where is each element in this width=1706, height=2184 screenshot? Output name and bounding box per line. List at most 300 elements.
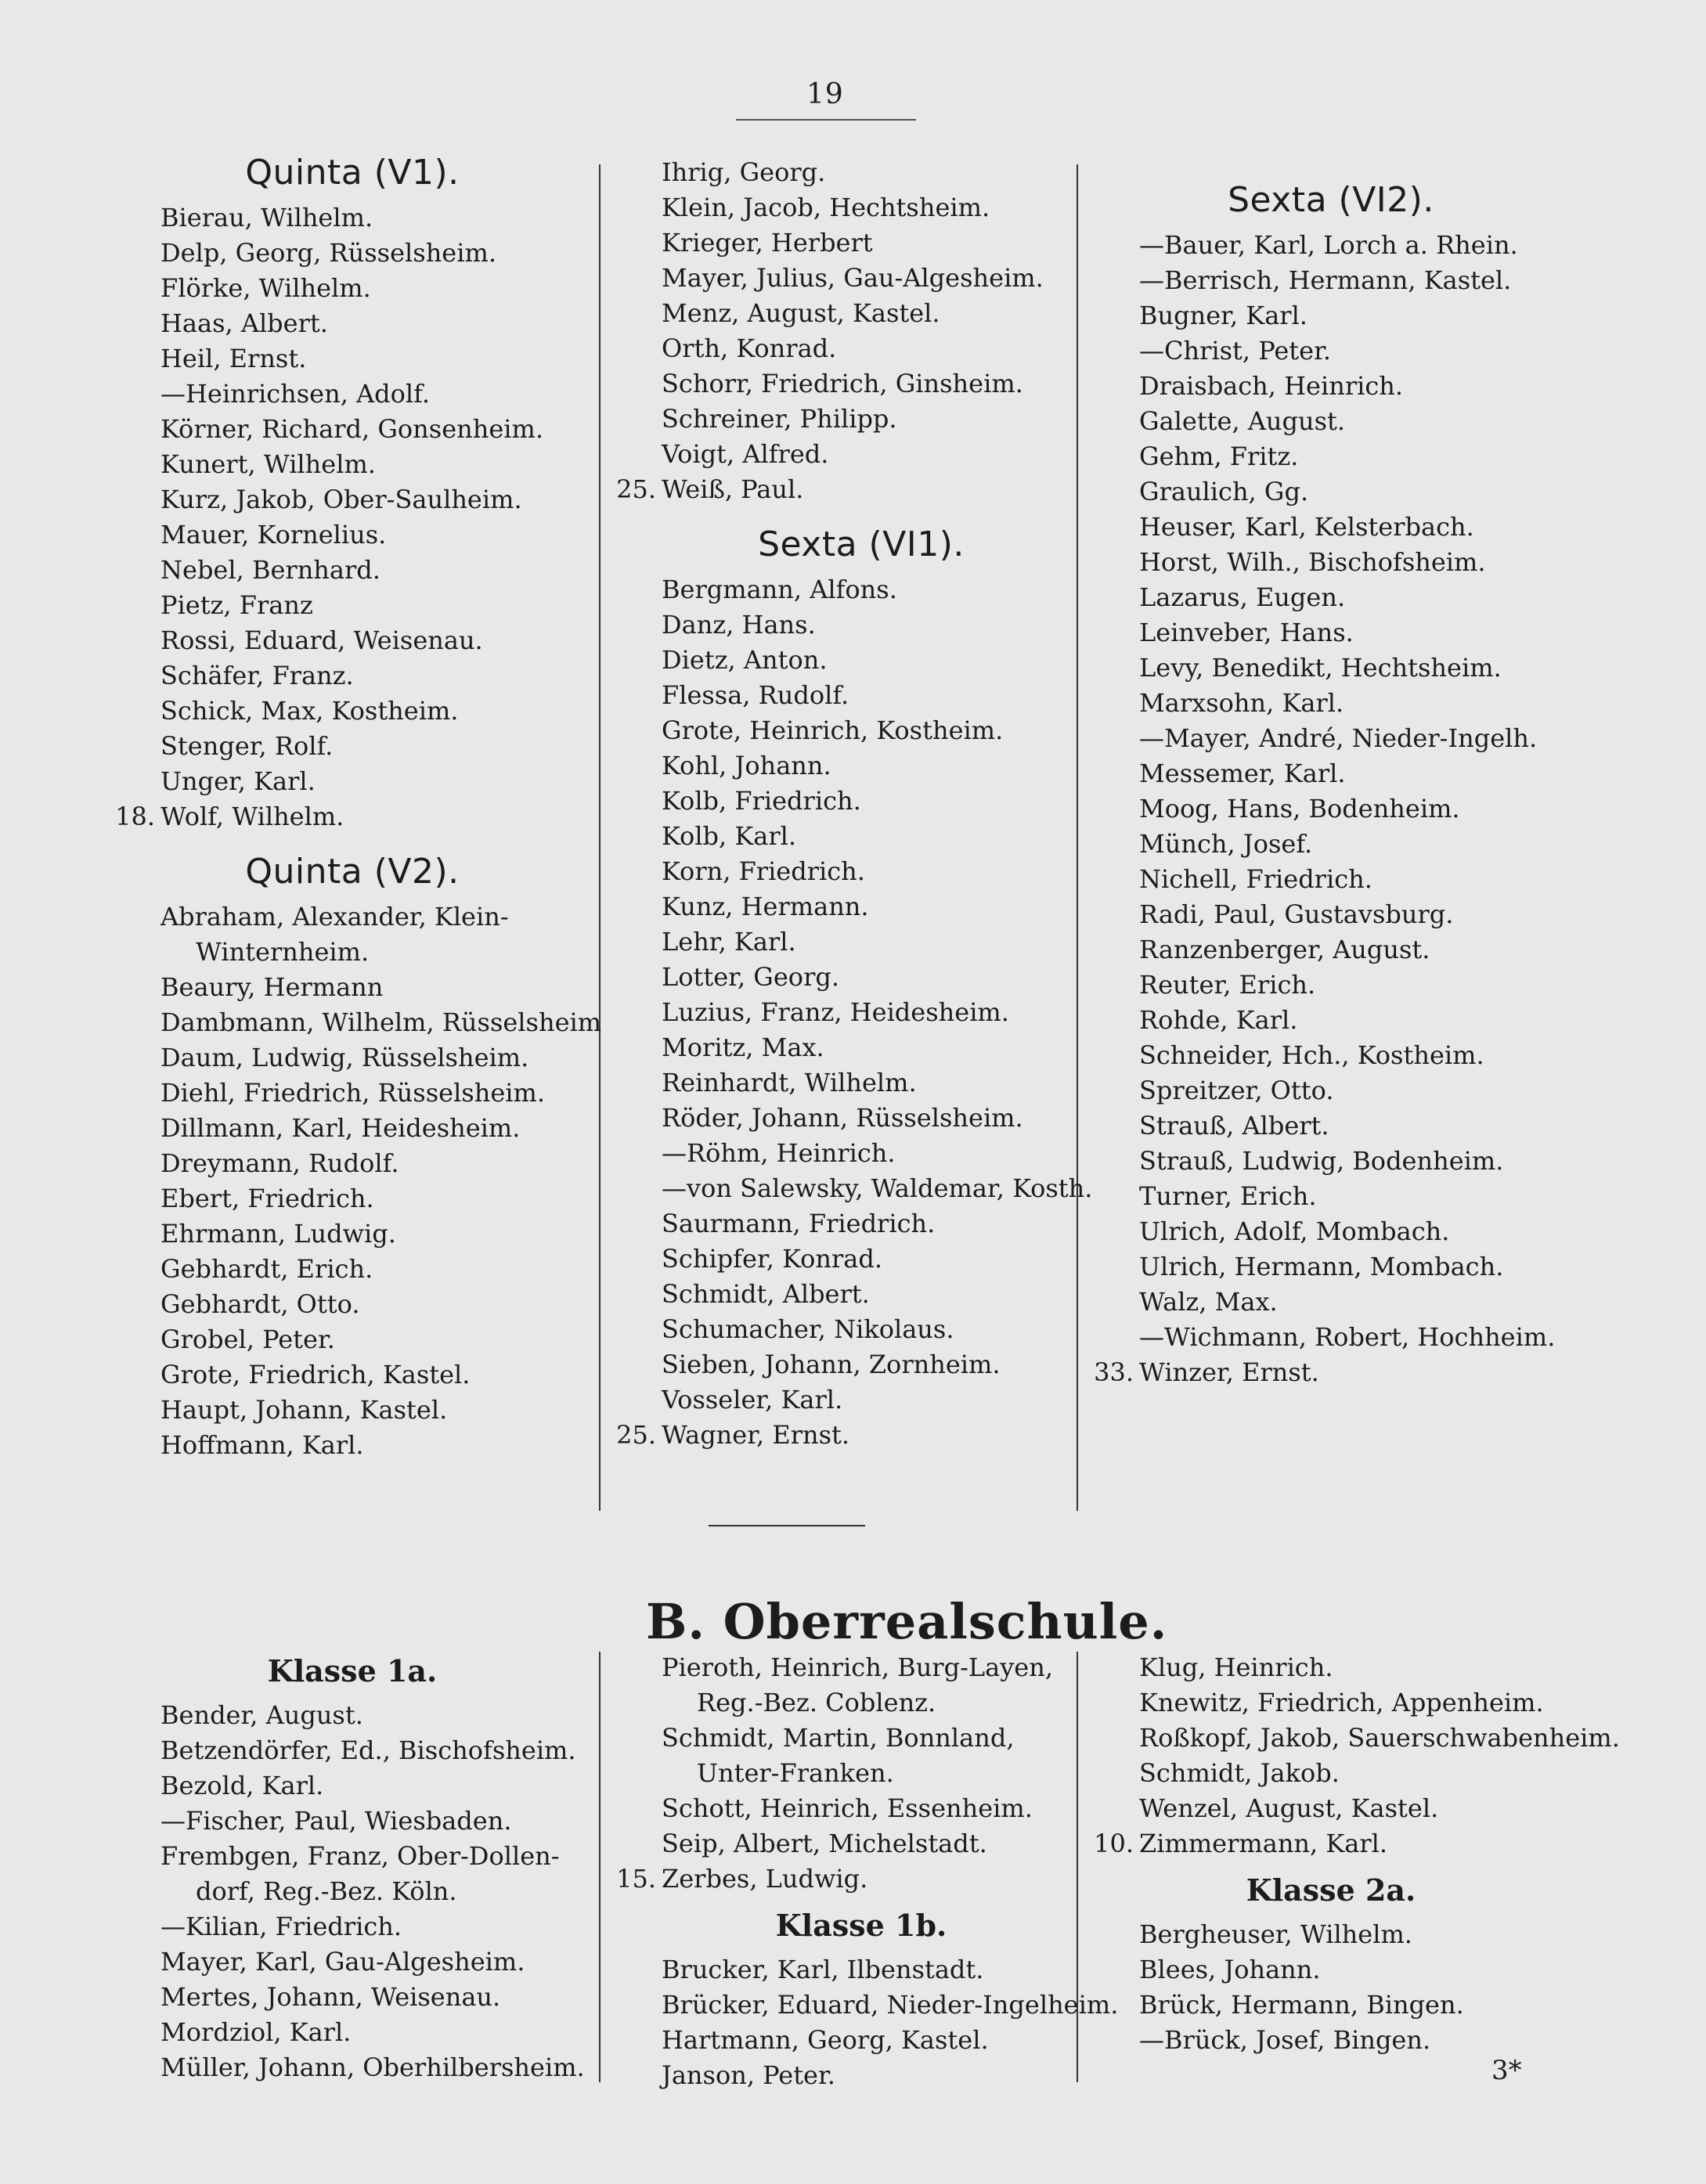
entry-text: Roßkopf, Jakob, Sauerschwabenheim. <box>1139 1723 1620 1753</box>
entry-text: Schneider, Hch., Kostheim. <box>1139 1040 1484 1070</box>
list-item <box>611 1242 1112 1277</box>
entry-text: Nebel, Bernhard. <box>161 555 381 585</box>
entry-text: Radi, Paul, Gustavsburg. <box>1139 899 1454 929</box>
list-item <box>1088 686 1574 721</box>
entry-text: Korn, Friedrich. <box>662 856 865 886</box>
section-title-oberrealschule: B. Oberrealschule. <box>646 1593 1168 1650</box>
list-item <box>611 1347 1112 1382</box>
list-item <box>110 970 595 1005</box>
list-item <box>110 271 595 306</box>
entry-text: Spreitzer, Otto. <box>1139 1076 1334 1105</box>
list-klasse-1b-continued <box>1088 1650 1620 1861</box>
entry-text: Gebhardt, Otto. <box>161 1289 360 1319</box>
entry-text: Zimmermann, Karl. <box>1139 1829 1388 1858</box>
entry-text: Flörke, Wilhelm. <box>161 273 371 303</box>
entry-text: Kolb, Karl. <box>662 821 797 851</box>
list-item <box>611 1171 1112 1206</box>
column-1-upper <box>110 153 602 1463</box>
list-item <box>110 2015 595 2050</box>
list-item <box>1088 968 1574 1003</box>
list-item <box>110 1287 595 1322</box>
list-quinta-v1 <box>110 200 595 834</box>
list-item <box>110 2050 595 2085</box>
entry-text: Dreymann, Rudolf. <box>161 1148 399 1178</box>
list-item <box>611 995 1112 1030</box>
entry-text: Betzendörfer, Ed., Bischofsheim. <box>161 1735 576 1765</box>
list-item <box>110 935 595 970</box>
list-item <box>611 1861 1112 1897</box>
list-item <box>611 1756 1112 1791</box>
entry-text: —Kilian, Friedrich. <box>161 1912 402 1941</box>
header-rule <box>736 119 916 121</box>
entry-text: Bergmann, Alfons. <box>662 575 897 604</box>
entry-text: Diehl, Friedrich, Rüsselsheim. <box>161 1078 546 1108</box>
entry-text: Krieger, Herbert <box>662 228 873 258</box>
entry-text: —Wichmann, Robert, Hochheim. <box>1139 1322 1556 1352</box>
list-item <box>611 1277 1112 1312</box>
entry-text: Lazarus, Eugen. <box>1139 582 1346 612</box>
entry-number: 25. <box>616 1420 656 1450</box>
list-item <box>1088 580 1574 615</box>
list-item <box>110 447 595 482</box>
list-item <box>1088 333 1574 369</box>
list-item <box>110 341 595 377</box>
list-item <box>611 607 1112 643</box>
entry-text: Strauß, Ludwig, Bodenheim. <box>1139 1146 1504 1176</box>
list-item <box>1088 897 1574 932</box>
list-item <box>1088 827 1574 862</box>
entry-text: Winzer, Ernst. <box>1139 1357 1319 1387</box>
entry-text: Röder, Johann, Rüsselsheim. <box>662 1103 1023 1133</box>
list-item <box>611 1101 1112 1136</box>
entry-number: 15. <box>616 1864 656 1894</box>
list-item <box>110 1768 595 1804</box>
entry-text: Reg.-Bez. Coblenz. <box>697 1688 936 1717</box>
list-item <box>110 1111 595 1146</box>
list-item <box>611 190 1112 225</box>
list-item <box>1088 1685 1574 1721</box>
entry-text: Kunert, Wilhelm. <box>161 449 376 479</box>
entry-text: Flessa, Rudolf. <box>662 680 849 710</box>
list-item <box>1088 1320 1574 1355</box>
entry-text: Dillmann, Karl, Heidesheim. <box>161 1113 521 1143</box>
entry-text: dorf, Reg.-Bez. Köln. <box>196 1876 457 1906</box>
list-item <box>611 331 1112 366</box>
entry-text: —Röhm, Heinrich. <box>662 1138 896 1168</box>
list-item <box>611 713 1112 748</box>
list-item <box>611 1136 1112 1171</box>
entry-text: Janson, Peter. <box>662 2060 835 2090</box>
column-divider <box>599 1652 601 2082</box>
list-item <box>611 1312 1112 1347</box>
entry-text: Winternheim. <box>196 937 370 967</box>
list-item <box>611 1685 1112 1721</box>
entry-text: Menz, August, Kastel. <box>662 298 940 328</box>
entry-text: —Heinrichsen, Adolf. <box>161 379 431 409</box>
list-item <box>611 678 1112 713</box>
list-item <box>1088 1952 1574 1988</box>
entry-text: Danz, Hans. <box>662 610 816 640</box>
entry-text: Blees, Johann. <box>1139 1955 1321 1984</box>
list-item <box>1088 298 1574 333</box>
list-item <box>110 236 595 271</box>
entry-text: Hartmann, Georg, Kastel. <box>662 2025 989 2055</box>
entry-text: Grote, Heinrich, Kostheim. <box>662 715 1004 745</box>
entry-text: Grote, Friedrich, Kastel. <box>161 1360 471 1389</box>
list-item <box>1088 615 1574 651</box>
list-item <box>611 643 1112 678</box>
entry-text: Bierau, Wilhelm. <box>161 203 373 232</box>
list-item <box>1088 862 1574 897</box>
list-item <box>110 377 595 412</box>
list-item <box>110 1252 595 1287</box>
entry-text: Wolf, Wilhelm. <box>161 802 344 831</box>
page-number: 19 <box>806 78 844 110</box>
entry-text: Nichell, Friedrich. <box>1139 864 1372 894</box>
list-item <box>1088 1108 1574 1144</box>
list-item <box>110 1146 595 1181</box>
heading-klasse-1a: Klasse 1a. <box>267 1653 438 1688</box>
column-3-lower <box>1088 1650 1620 2058</box>
column-3-upper <box>1088 180 1574 1390</box>
entry-text: Marxsohn, Karl. <box>1139 688 1344 718</box>
list-item <box>611 889 1112 924</box>
list-item <box>1088 791 1574 827</box>
entry-text: Schmidt, Martin, Bonnland, <box>662 1723 1015 1753</box>
list-item <box>1088 1917 1574 1952</box>
heading-quinta-v1: Quinta (V1). <box>245 153 460 193</box>
list-item <box>1088 1073 1574 1108</box>
list-item <box>1088 228 1574 263</box>
entry-text: Ulrich, Adolf, Mombach. <box>1139 1216 1450 1246</box>
entry-text: Bezold, Karl. <box>161 1771 324 1800</box>
entry-text: Kurz, Jakob, Ober-Saulheim. <box>161 485 522 514</box>
entry-text: Kunz, Hermann. <box>662 892 869 921</box>
list-item <box>611 784 1112 819</box>
entry-number: 10. <box>1094 1829 1134 1858</box>
list-item <box>611 2023 1112 2058</box>
list-item <box>110 694 595 729</box>
list-item <box>611 1418 1112 1453</box>
list-item <box>611 261 1112 296</box>
list-item <box>110 1216 595 1252</box>
entry-text: Unter-Franken. <box>697 1758 894 1788</box>
list-item <box>611 1382 1112 1418</box>
entry-text: Mertes, Johann, Weisenau. <box>161 1982 501 2012</box>
list-item <box>611 1791 1112 1826</box>
entry-text: Galette, August. <box>1139 406 1346 436</box>
list-item <box>1088 1988 1574 2023</box>
entry-text: Messemer, Karl. <box>1139 759 1346 788</box>
list-item <box>110 517 595 553</box>
heading-quinta-v2: Quinta (V2). <box>245 852 460 892</box>
entry-text: Pietz, Franz <box>161 590 313 620</box>
entry-text: Kolb, Friedrich. <box>662 786 861 816</box>
list-item <box>1088 1144 1574 1179</box>
list-item <box>1088 1756 1574 1791</box>
entry-text: Reinhardt, Wilhelm. <box>662 1068 917 1097</box>
entry-text: Voigt, Alfred. <box>662 439 829 469</box>
entry-text: Frembgen, Franz, Ober-Dollen- <box>161 1841 560 1871</box>
entry-text: Brück, Hermann, Bingen. <box>1139 1990 1464 2020</box>
list-item <box>1088 474 1574 510</box>
list-sexta-vi2 <box>1088 228 1574 1390</box>
list-item <box>611 960 1112 995</box>
heading-sexta-vi1: Sexta (VI1). <box>758 524 965 564</box>
list-item <box>1088 1721 1620 1756</box>
entry-text: Körner, Richard, Gonsenheim. <box>161 414 544 444</box>
entry-text: —Christ, Peter. <box>1139 336 1332 366</box>
list-item <box>1088 932 1574 968</box>
entry-text: Walz, Max. <box>1139 1287 1278 1317</box>
entry-text: Beaury, Hermann <box>161 972 384 1002</box>
entry-text: Daum, Ludwig, Rüsselsheim. <box>161 1043 529 1072</box>
entry-text: Bugner, Karl. <box>1139 301 1307 330</box>
column-divider <box>599 164 601 1511</box>
list-item <box>110 1076 595 1111</box>
entry-text: Schreiner, Philipp. <box>662 404 897 434</box>
list-item <box>110 1040 595 1076</box>
entry-text: Schott, Heinrich, Essenheim. <box>662 1793 1033 1823</box>
entry-text: Wagner, Ernst. <box>662 1420 850 1450</box>
entry-text: Vosseler, Karl. <box>662 1385 843 1415</box>
entry-text: Wenzel, August, Kastel. <box>1139 1793 1439 1823</box>
column-1-lower <box>110 1642 595 2085</box>
list-item <box>1088 1214 1574 1249</box>
entry-text: Abraham, Alexander, Klein- <box>161 902 509 932</box>
entry-text: Schäfer, Franz. <box>161 661 354 690</box>
entry-text: Haas, Albert. <box>161 308 328 338</box>
entry-text: Lotter, Georg. <box>662 962 840 992</box>
entry-text: Gebhardt, Erich. <box>161 1254 373 1284</box>
entry-text: Brucker, Karl, Ilbenstadt. <box>662 1955 984 1984</box>
list-klasse-1a-continued <box>611 1650 1112 1897</box>
entry-text: Klug, Heinrich. <box>1139 1652 1333 1682</box>
list-item <box>110 588 595 623</box>
entry-text: Schorr, Friedrich, Ginsheim. <box>662 369 1023 398</box>
entry-text: Bergheuser, Wilhelm. <box>1139 1919 1412 1949</box>
list-sexta-vi1 <box>611 572 1112 1453</box>
entry-number: 33. <box>1094 1357 1134 1387</box>
entry-text: Ehrmann, Ludwig. <box>161 1219 396 1249</box>
entry-text: Levy, Benedikt, Hechtsheim. <box>1139 653 1502 683</box>
list-item <box>110 729 595 764</box>
entry-text: Strauß, Albert. <box>1139 1111 1329 1141</box>
entry-text: Dietz, Anton. <box>662 645 828 675</box>
entry-text: Grobel, Peter. <box>161 1324 335 1354</box>
entry-text: Moog, Hans, Bodenheim. <box>1139 794 1460 824</box>
list-item <box>1088 1650 1574 1685</box>
list-quinta-v2-continued <box>611 155 1112 507</box>
entry-text: Zerbes, Ludwig. <box>662 1864 868 1894</box>
entry-text: Lehr, Karl. <box>662 927 796 957</box>
entry-text: Luzius, Franz, Heidesheim. <box>662 997 1009 1027</box>
entry-text: Brücker, Eduard, Nieder-Ingelheim. <box>662 1990 1119 2020</box>
entry-text: Ebert, Friedrich. <box>161 1184 374 1213</box>
list-item <box>611 225 1112 261</box>
heading-klasse-1b: Klasse 1b. <box>775 1908 947 1943</box>
signature-mark: 3* <box>1491 2055 1522 2086</box>
entry-text: Sieben, Johann, Zornheim. <box>662 1350 1001 1379</box>
entry-text: Dambmann, Wilhelm, Rüsselsheim <box>161 1007 602 1037</box>
entry-text: Heil, Ernst. <box>161 344 307 373</box>
list-item <box>110 764 595 799</box>
list-item <box>1088 721 1574 756</box>
list-item <box>1088 510 1574 545</box>
entry-text: Hoffmann, Karl. <box>161 1430 364 1460</box>
entry-text: Ulrich, Hermann, Mombach. <box>1139 1252 1504 1281</box>
entry-text: Ihrig, Georg. <box>662 157 826 187</box>
list-item <box>1088 1249 1574 1285</box>
entry-text: Pieroth, Heinrich, Burg-Layen, <box>662 1652 1054 1682</box>
entry-text: Mordziol, Karl. <box>161 2017 352 2047</box>
list-item <box>611 819 1112 854</box>
list-item <box>110 1804 595 1839</box>
list-item <box>110 1181 595 1216</box>
entry-text: Unger, Karl. <box>161 766 316 796</box>
list-item <box>110 412 595 447</box>
entry-text: —Mayer, André, Nieder-Ingelh. <box>1139 723 1538 753</box>
entry-text: Schipfer, Konrad. <box>662 1244 883 1274</box>
list-item <box>611 437 1112 472</box>
entry-text: Knewitz, Friedrich, Appenheim. <box>1139 1688 1544 1717</box>
list-item <box>611 1030 1112 1065</box>
list-item <box>611 1826 1112 1861</box>
column-2-upper <box>611 155 1112 1453</box>
list-item <box>1088 1038 1574 1073</box>
entry-text: Moritz, Max. <box>662 1033 824 1062</box>
list-item <box>611 402 1112 437</box>
list-item <box>611 1952 1112 1988</box>
entry-text: Gehm, Fritz. <box>1139 441 1299 471</box>
entry-number: 18. <box>115 802 155 831</box>
entry-text: Saurmann, Friedrich. <box>662 1209 936 1238</box>
entry-text: Schumacher, Nikolaus. <box>662 1314 954 1344</box>
list-item <box>110 306 595 341</box>
entry-text: Delp, Georg, Rüsselsheim. <box>161 238 496 268</box>
entry-text: Rohde, Karl. <box>1139 1005 1298 1035</box>
list-item <box>110 200 595 236</box>
entry-text: Mayer, Karl, Gau-Algesheim. <box>161 1947 525 1977</box>
list-item <box>611 1721 1112 1756</box>
entry-text: Horst, Wilh., Bischofsheim. <box>1139 547 1486 577</box>
list-item <box>110 1839 595 1874</box>
list-item <box>110 1874 595 1909</box>
list-item <box>1088 369 1574 404</box>
entry-text: Haupt, Johann, Kastel. <box>161 1395 448 1425</box>
list-item <box>110 1428 595 1463</box>
entry-text: Schick, Max, Kostheim. <box>161 696 459 726</box>
list-item <box>611 366 1112 402</box>
list-item <box>110 1357 595 1393</box>
list-item <box>611 748 1112 784</box>
list-quinta-v2 <box>110 899 602 1463</box>
entry-text: Bender, August. <box>161 1700 363 1730</box>
list-item <box>110 1944 595 1980</box>
section-separator <box>709 1525 865 1526</box>
list-item <box>110 1393 595 1428</box>
list-item <box>611 924 1112 960</box>
list-item <box>1088 756 1574 791</box>
list-item <box>110 658 595 694</box>
list-item <box>1088 651 1574 686</box>
list-item <box>611 1206 1112 1242</box>
entry-text: Kohl, Johann. <box>662 751 831 780</box>
entry-text: Orth, Konrad. <box>662 333 837 363</box>
list-item <box>110 1909 595 1944</box>
list-item <box>110 553 595 588</box>
list-item <box>1088 1355 1574 1390</box>
list-item <box>611 854 1112 889</box>
list-item <box>110 1698 595 1733</box>
entry-text: —Bauer, Karl, Lorch a. Rhein. <box>1139 230 1518 260</box>
entry-text: Klein, Jacob, Hechtsheim. <box>662 193 990 222</box>
entry-text: Schmidt, Jakob. <box>1139 1758 1340 1788</box>
entry-text: —Berrisch, Hermann, Kastel. <box>1139 265 1512 295</box>
list-klasse-2a <box>1088 1917 1574 2058</box>
entry-text: Rossi, Eduard, Weisenau. <box>161 625 483 655</box>
list-item <box>1088 263 1574 298</box>
list-item <box>110 799 595 834</box>
entry-text: Mayer, Julius, Gau-Algesheim. <box>662 263 1044 293</box>
list-item <box>110 1980 595 2015</box>
list-item <box>1088 1285 1574 1320</box>
list-item <box>110 1005 602 1040</box>
list-item <box>611 572 1112 607</box>
entry-text: Leinveber, Hans. <box>1139 618 1354 647</box>
list-item <box>1088 1003 1574 1038</box>
entry-text: Heuser, Karl, Kelsterbach. <box>1139 512 1474 542</box>
entry-text: Mauer, Kornelius. <box>161 520 387 550</box>
list-item <box>611 1650 1112 1685</box>
entry-text: —Brück, Josef, Bingen. <box>1139 2025 1431 2055</box>
list-klasse-1a <box>110 1698 595 2085</box>
entry-text: Reuter, Erich. <box>1139 970 1316 1000</box>
list-item <box>611 1988 1119 2023</box>
list-item <box>1088 1179 1574 1214</box>
list-item <box>110 899 595 935</box>
list-item <box>611 472 1112 507</box>
entry-text: Graulich, Gg. <box>1139 477 1309 506</box>
list-item <box>1088 545 1574 580</box>
list-item <box>1088 439 1574 474</box>
list-item <box>110 1733 595 1768</box>
entry-text: Müller, Johann, Oberhilbersheim. <box>161 2052 585 2082</box>
list-item <box>1088 404 1574 439</box>
entry-text: Draisbach, Heinrich. <box>1139 371 1404 401</box>
list-item <box>1088 1791 1574 1826</box>
list-item <box>1088 1826 1574 1861</box>
list-item <box>611 155 1112 190</box>
list-item <box>611 296 1112 331</box>
entry-text: Weiß, Paul. <box>662 474 804 504</box>
list-klasse-1b <box>611 1952 1119 2093</box>
entry-text: Ranzenberger, August. <box>1139 935 1430 964</box>
heading-klasse-2a: Klasse 2a. <box>1246 1872 1416 1908</box>
entry-number: 25. <box>616 474 656 504</box>
heading-sexta-vi2: Sexta (VI2). <box>1228 180 1434 220</box>
list-item <box>611 1065 1112 1101</box>
entry-text: —von Salewsky, Waldemar, Kosth. <box>662 1173 1093 1203</box>
entry-text: Seip, Albert, Michelstadt. <box>662 1829 987 1858</box>
entry-text: Schmidt, Albert. <box>662 1279 870 1309</box>
entry-text: —Fischer, Paul, Wiesbaden. <box>161 1806 512 1836</box>
entry-text: Stenger, Rolf. <box>161 731 334 761</box>
entry-text: Turner, Erich. <box>1139 1181 1317 1211</box>
list-item <box>110 1322 595 1357</box>
entry-text: Münch, Josef. <box>1139 829 1313 859</box>
list-item <box>1088 2023 1574 2058</box>
